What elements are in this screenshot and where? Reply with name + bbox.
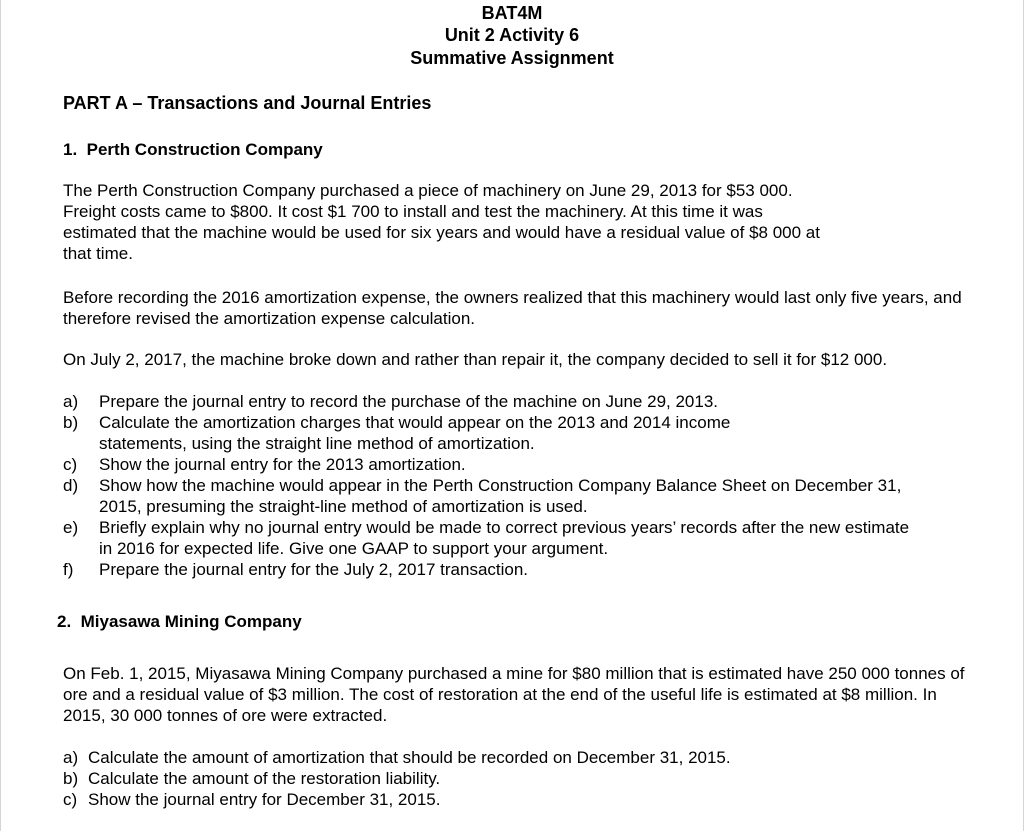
q2-heading: 2. Miyasawa Mining Company <box>57 612 302 631</box>
activity-title: Unit 2 Activity 6 <box>444 25 580 45</box>
list-item <box>63 559 943 580</box>
list-item <box>63 391 943 412</box>
list-text: Calculate the amount of the restoration liability. <box>88 769 441 788</box>
list-text: Show how the machine would appear in the Perth Construction Company Balance Sheet on December 31, 2015, presuming the straight-line method of amortization is used. <box>99 476 902 516</box>
list-marker: a) <box>63 392 79 411</box>
list-text: Show the journal entry for December 31, 2015. <box>88 790 441 809</box>
part-a-title: PART A – Transactions and Journal Entries <box>63 93 432 113</box>
page-left-edge <box>0 0 1 831</box>
q1-heading: 1. Perth Construction Company <box>63 140 323 159</box>
list-text: Calculate the amount of amortization that should be recorded on December 31, 2015. <box>88 748 731 767</box>
q1-paragraph-1: The Perth Construction Company purchased a piece of machinery on June 29, 2013 for $53 000. Freight costs came to $800. It cost $1 700 to install and test the machinery. At this time it was estimated that the machine would be used for six years and would have a residual value of $8 000 at that time. <box>63 181 820 263</box>
course-code: BAT4M <box>481 3 543 23</box>
list-item <box>63 517 913 559</box>
list-text: Show the journal entry for the 2013 amortization. <box>99 455 466 474</box>
list-marker: a) <box>63 748 79 767</box>
q1-paragraph-2: Before recording the 2016 amortization expense, the owners realized that this machinery would last only five years, and therefore revised the amortization expense calculation. <box>63 288 962 328</box>
list-text: Calculate the amortization charges that would appear on the 2013 and 2014 income statements, using the straight line method of amortization. <box>99 413 731 453</box>
list-item <box>63 475 943 517</box>
assignment-type: Summative Assignment <box>410 48 614 68</box>
list-item <box>63 789 943 810</box>
list-marker: e) <box>63 518 79 537</box>
q1-paragraph-3: On July 2, 2017, the machine broke down and rather than repair it, the company decided to sell it for $12 000. <box>63 350 888 369</box>
list-text: Briefly explain why no journal entry would be made to correct previous years’ records after the new estimate in 2016 for expected life. Give one GAAP to support your argument. <box>99 518 910 558</box>
list-item <box>63 768 943 789</box>
list-item <box>63 454 943 475</box>
list-marker: d) <box>63 476 79 495</box>
list-marker: c) <box>63 790 78 809</box>
q2-paragraph-1: On Feb. 1, 2015, Miyasawa Mining Company purchased a mine for $80 million that is estimated have 250 000 tonnes of ore and a residual value of $3 million. The cost of restoration at the end of the useful life is estimated at $8 million. In 2015, 30 000 tonnes of ore were extracted. <box>63 664 965 725</box>
list-item <box>63 747 943 768</box>
list-text: Prepare the journal entry to record the purchase of the machine on June 29, 2013. <box>99 392 719 411</box>
list-item <box>63 412 763 454</box>
list-marker: f) <box>63 560 74 579</box>
list-text: Prepare the journal entry for the July 2, 2017 transaction. <box>99 560 529 579</box>
list-marker: b) <box>63 769 79 788</box>
list-marker: b) <box>63 413 79 432</box>
list-marker: c) <box>63 455 78 474</box>
